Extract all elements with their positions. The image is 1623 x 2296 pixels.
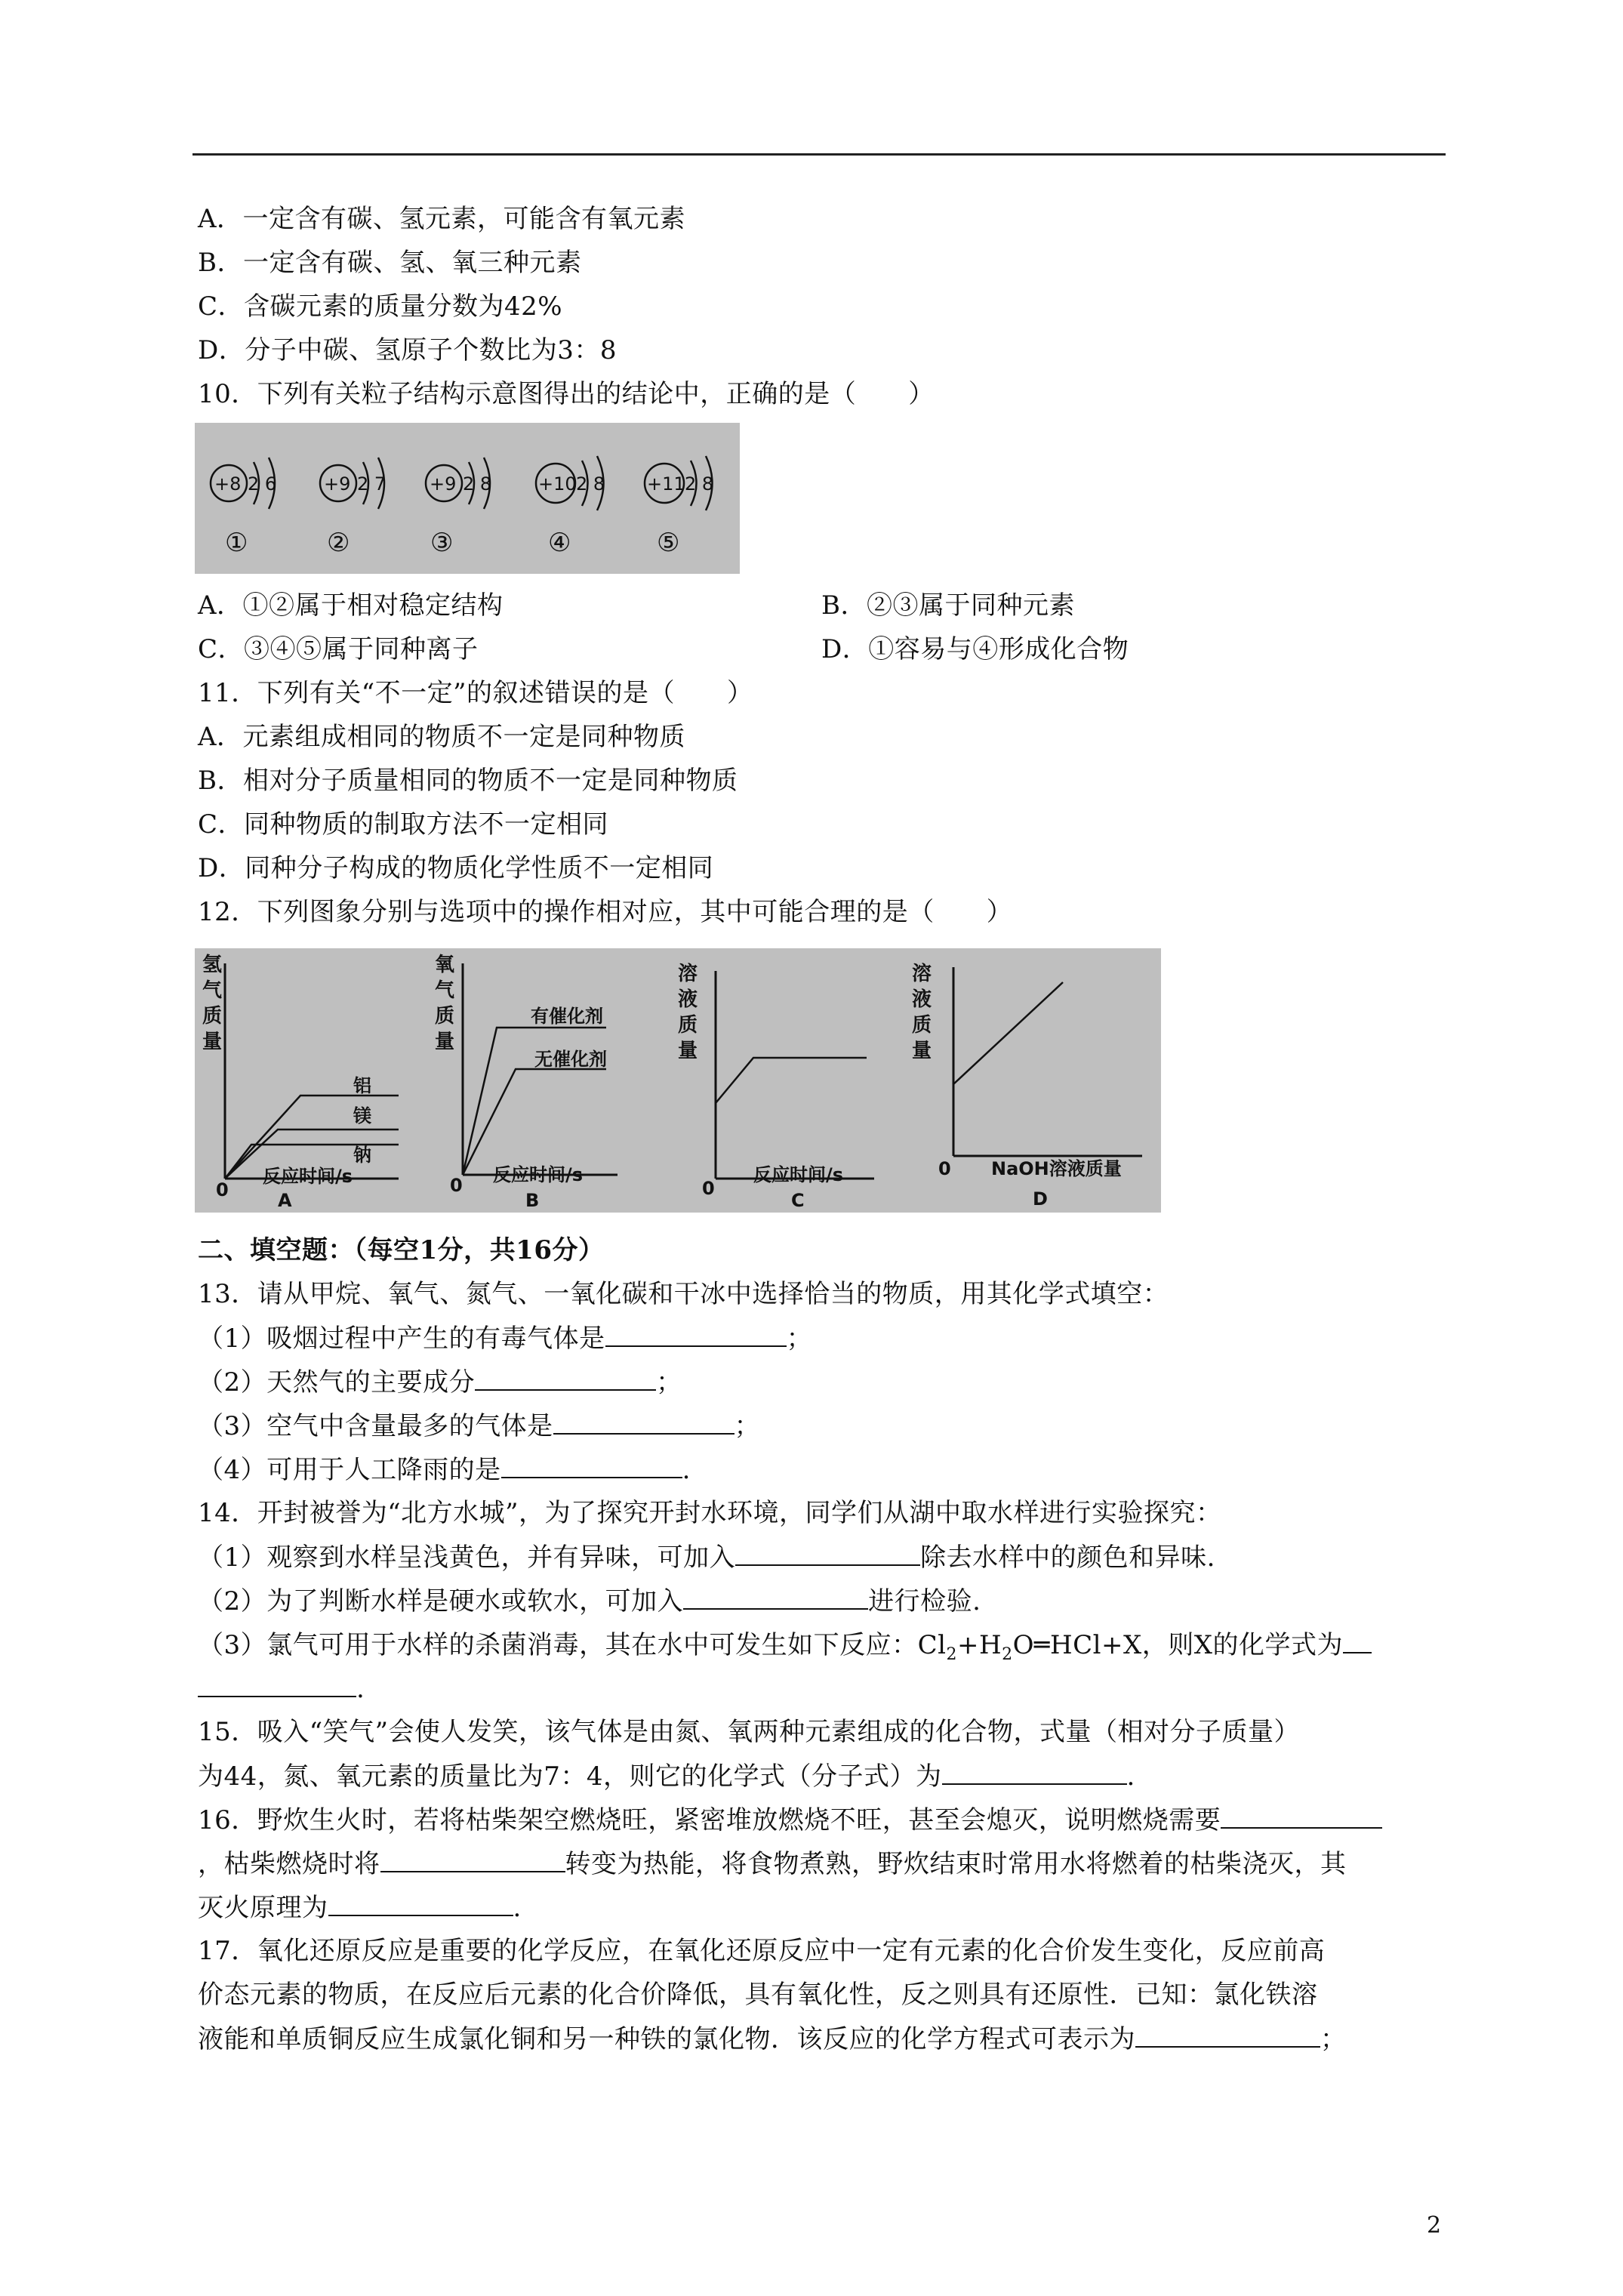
particle-5-shells: 2 8 <box>685 473 714 495</box>
particle-3-nucleus: +9 <box>430 473 457 495</box>
graph-c-origin: 0 <box>702 1178 715 1199</box>
particle-1-index: ① <box>225 528 248 558</box>
q14-item-1: （1）观察到水样呈浅黄色，并有异味，可加入 除去水样中的颜色和异味. <box>198 1542 1215 1573</box>
graph-a-ylabel-1: 氢 <box>202 954 223 976</box>
graph-b-origin: 0 <box>450 1175 463 1196</box>
particle-2 <box>320 458 386 558</box>
graph-a-ylabel-2: 气 <box>202 979 223 1002</box>
particle-1-nucleus: +8 <box>214 473 242 495</box>
q9-option-c: C．含碳元素的质量分数为42% <box>198 291 563 322</box>
q11-option-c: C．同种物质的制取方法不一定相同 <box>198 809 609 840</box>
particle-1 <box>211 458 276 558</box>
particle-3-shells: 2 8 <box>463 473 492 495</box>
particle-diagrams <box>195 423 740 574</box>
particle-2-shells: 2 7 <box>357 473 387 495</box>
graph-d-origin: 0 <box>938 1158 951 1179</box>
q9-option-b: B．一定含有碳、氢、氧三种元素 <box>198 248 582 278</box>
answer-blank[interactable] <box>1221 1804 1382 1829</box>
graph-a-ylabel-3: 质 <box>202 1005 223 1028</box>
q16-line-2: ，枯柴燃烧时将 转变为热能，将食物煮熟，野炊结束时常用水将燃着的枯柴浇灭，其 <box>198 1849 1347 1879</box>
particle-5-nucleus: +11 <box>647 473 685 495</box>
graph-d-xlabel: NaOH溶液质量 <box>991 1158 1122 1179</box>
graph-c-ylabel-3: 质 <box>678 1014 698 1037</box>
q10-option-a: A．①②属于相对稳定结构 <box>198 590 504 621</box>
q10-stem: 10．下列有关粒子结构示意图得出的结论中，正确的是（ ） <box>198 379 935 409</box>
graph-b-ylabel-4: 量 <box>435 1031 455 1053</box>
q13-stem: 13．请从甲烷、氧气、氮气、一氧化碳和干冰中选择恰当的物质，用其化学式填空： <box>198 1279 1169 1309</box>
graph-d <box>912 962 1142 1210</box>
particle-1-shells: 2 6 <box>248 473 277 495</box>
graph-c-ylabel-2: 液 <box>678 988 698 1011</box>
graph-a-ylabel-4: 量 <box>202 1031 223 1053</box>
graph-a-label-na: 钠 <box>353 1145 371 1166</box>
q10-option-c: C．③④⑤属于同种离子 <box>198 634 479 664</box>
particle-4 <box>536 456 605 558</box>
graph-d-ylabel-2: 液 <box>912 988 932 1011</box>
answer-blank[interactable] <box>605 1323 787 1347</box>
particle-2-index: ② <box>327 528 350 558</box>
answer-blank[interactable] <box>735 1542 920 1566</box>
answer-blank[interactable] <box>380 1848 565 1872</box>
q11-option-b: B．相对分子质量相同的物质不一定是同种物质 <box>198 766 738 796</box>
graph-c-letter: C <box>791 1190 805 1211</box>
particle-5 <box>645 456 713 558</box>
graph-b-label-catalyst: 有催化剂 <box>531 1006 603 1027</box>
section-2-heading: 二、填空题：（每空1分，共16分） <box>198 1235 605 1265</box>
answer-blank[interactable] <box>1135 2023 1320 2048</box>
particle-3-index: ③ <box>430 528 454 558</box>
q10-option-d: D．①容易与④形成化合物 <box>821 634 1129 664</box>
answer-blank[interactable] <box>942 1761 1127 1785</box>
graph-d-ylabel-3: 质 <box>912 1014 932 1037</box>
q12-stem: 12．下列图象分别与选项中的操作相对应，其中可能合理的是（ ） <box>198 897 1013 927</box>
q11-option-a: A．元素组成相同的物质不一定是同种物质 <box>198 722 686 752</box>
particle-4-index: ④ <box>548 528 571 558</box>
graph-b-ylabel-3: 质 <box>435 1005 455 1028</box>
q14-stem: 14．开封被誉为“北方水城”，为了探究开封水环境，同学们从湖中取水样进行实验探究： <box>198 1498 1222 1528</box>
q17-line-1: 17．氧化还原反应是重要的化学反应，在氧化还原反应中一定有元素的化合价发生变化，反应前高 <box>198 1936 1326 1966</box>
graph-c-xlabel: 反应时间/s <box>753 1164 844 1185</box>
particle-3 <box>426 458 491 558</box>
q17-line-3: 液能和单质铜反应生成氯化铜和另一种铁的氯化物．该反应的化学方程式可表示为 ； <box>198 2024 1347 2054</box>
graph-b-ylabel-1: 氧 <box>435 954 455 976</box>
particle-structure-image <box>195 423 740 574</box>
answer-blank[interactable] <box>501 1454 682 1478</box>
graph-b <box>435 954 617 1211</box>
q9-option-a: A．一定含有碳、氢元素，可能含有氧元素 <box>198 204 686 234</box>
graph-a-xlabel: 反应时间/s <box>263 1166 353 1187</box>
q10-option-b: B．②③属于同种元素 <box>821 590 1075 621</box>
page-number: 2 <box>1427 2212 1442 2239</box>
graph-b-letter: B <box>525 1190 540 1211</box>
answer-blank[interactable] <box>683 1586 868 1610</box>
graph-c <box>678 962 874 1211</box>
q11-option-d: D．同种分子构成的物质化学性质不一定相同 <box>198 853 714 883</box>
q16-line-3: 灭火原理为 . <box>198 1893 522 1923</box>
graph-a <box>202 954 399 1211</box>
graph-a-letter: A <box>278 1190 292 1211</box>
answer-blank[interactable] <box>328 1892 513 1916</box>
graph-b-ylabel-2: 气 <box>435 979 455 1002</box>
q13-item-2: （2）天然气的主要成分 ； <box>198 1367 682 1398</box>
header-rule <box>192 153 1446 156</box>
q13-item-4: （4）可用于人工降雨的是 . <box>198 1455 691 1485</box>
graph-b-xlabel: 反应时间/s <box>493 1164 584 1185</box>
answer-blank[interactable] <box>475 1367 656 1391</box>
graph-d-line <box>953 982 1063 1084</box>
q13-item-3: （3）空气中含量最多的气体是 ； <box>198 1411 761 1441</box>
graph-b-label-no-catalyst: 无催化剂 <box>534 1049 607 1070</box>
graph-a-label-mg: 镁 <box>353 1105 371 1126</box>
answer-blank[interactable] <box>553 1410 735 1435</box>
q15-line-1: 15．吸入“笑气”会使人发笑，该气体是由氮、氧两种元素组成的化合物，式量（相对分子质量） <box>198 1717 1301 1747</box>
particle-4-shells: 2 8 <box>576 473 605 495</box>
q12-graphs-image <box>195 948 1161 1213</box>
graph-d-letter: D <box>1033 1188 1048 1210</box>
graph-c-ylabel-1: 溶 <box>678 963 698 985</box>
q14-item-3-cont: . <box>198 1673 365 1704</box>
answer-blank[interactable] <box>198 1673 356 1697</box>
q11-stem: 11．下列有关“不一定”的叙述错误的是（ ） <box>198 678 753 708</box>
q9-option-d: D．分子中碳、氢原子个数比为3：8 <box>198 335 617 365</box>
q16-line-1: 16．野炊生火时，若将枯柴架空燃烧旺，紧密堆放燃烧不旺，甚至会熄灭，说明燃烧需要 <box>198 1804 1382 1835</box>
particle-4-nucleus: +10 <box>538 473 577 495</box>
graph-c-line <box>716 1058 867 1103</box>
q14-item-3: （3）氯气可用于水样的杀菌消毒，其在水中可发生如下反应：$Cl_2+H_2O═HCl+X$，则X的化学式为 <box>198 1629 1372 1670</box>
q14-item-2: （2）为了判断水样是硬水或软水，可加入 进行检验. <box>198 1586 981 1616</box>
particle-5-index: ⑤ <box>657 528 680 558</box>
answer-blank[interactable] <box>1343 1629 1372 1653</box>
graph-c-ylabel-4: 量 <box>678 1040 698 1062</box>
graph-d-ylabel-1: 溶 <box>912 963 932 985</box>
q17-line-2: 价态元素的物质，在反应后元素的化合价降低，具有氧化性，反之则具有还原性．已知：氯化铁溶 <box>198 1980 1318 2010</box>
particle-2-nucleus: +9 <box>324 473 351 495</box>
graph-d-ylabel-4: 量 <box>912 1040 932 1062</box>
q13-item-1: （1）吸烟过程中产生的有毒气体是 ； <box>198 1324 813 1354</box>
q12-graphs <box>195 948 1161 1213</box>
graph-a-label-al: 铝 <box>353 1075 371 1096</box>
graph-a-origin: 0 <box>216 1179 229 1200</box>
q15-line-2: 为44，氮、氧元素的质量比为7：4，则它的化学式（分子式）为 . <box>198 1761 1135 1792</box>
